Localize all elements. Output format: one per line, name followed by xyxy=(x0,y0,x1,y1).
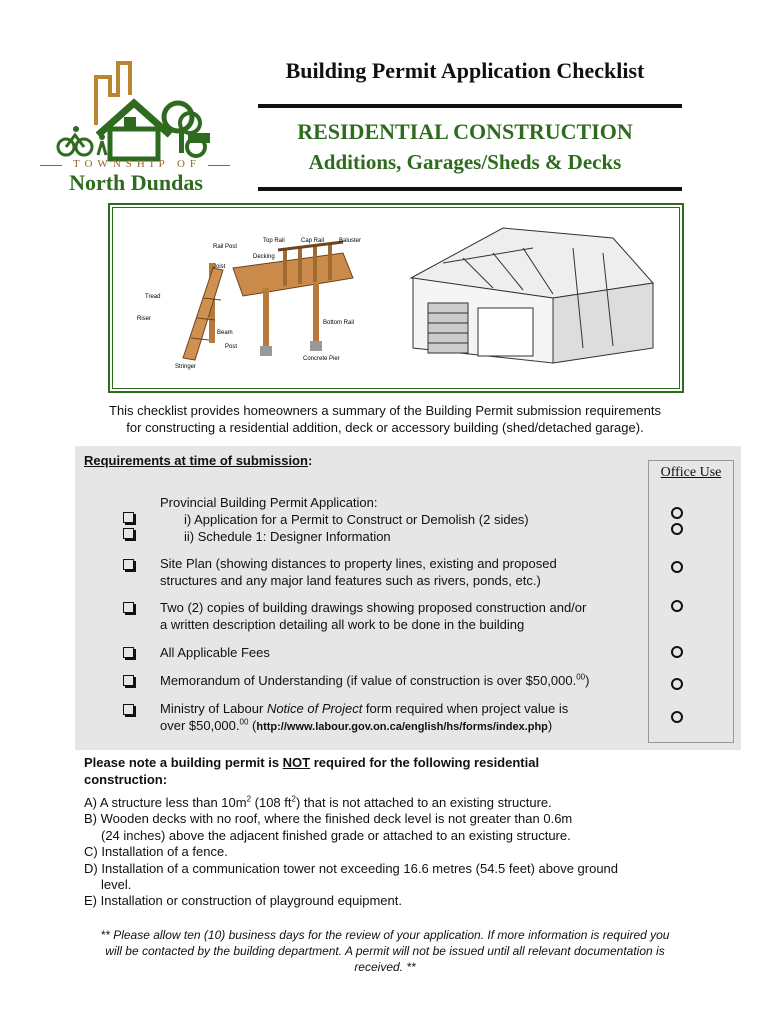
checkbox-app-form[interactable] xyxy=(122,511,136,525)
checkbox-memorandum[interactable] xyxy=(122,674,136,688)
not-required-item-a-sup1: 2 xyxy=(246,794,252,804)
not-required-list xyxy=(84,795,684,910)
checkbox-notice-of-project[interactable] xyxy=(122,703,136,717)
footer-note xyxy=(80,927,690,975)
office-check-app-form[interactable] xyxy=(671,507,683,519)
checkbox-fees[interactable] xyxy=(122,646,136,660)
not-required-item-a-text3: ) that is not attached to an existing structure. xyxy=(295,795,552,810)
label-stringer: Stringer xyxy=(175,364,197,370)
req-item-3-line-2: a written description detailing all work to be done in the building xyxy=(160,617,525,632)
logo-municipality-name: North Dundas xyxy=(69,170,203,195)
not-required-item-b-line-2: (24 inches) above the adjacent finished grade or attached to an existing structure. xyxy=(101,827,571,843)
req-item-1-sub-2: ii) Schedule 1: Designer Information xyxy=(184,529,391,544)
not-required-item-b xyxy=(84,811,684,844)
not-required-item-a-sup2: 2 xyxy=(291,794,296,804)
office-check-site-plan[interactable] xyxy=(671,561,683,573)
not-required-heading-a: Please note a building permit is xyxy=(84,755,283,770)
office-use-label: Office Use xyxy=(660,465,722,480)
label-beam: Beam xyxy=(217,330,233,336)
label-tread: Tread xyxy=(145,294,161,300)
office-check-notice-of-project[interactable] xyxy=(671,711,683,723)
req-item-6-a: Ministry of Labour xyxy=(160,701,267,716)
logo-rule-right xyxy=(208,165,230,166)
not-required-item-a-text2: (108 ft xyxy=(251,795,292,810)
illustration-frame xyxy=(108,203,684,393)
label-joist: Joist xyxy=(213,264,226,270)
req-item-6-c: over $50,000. xyxy=(160,718,240,733)
label-rail-post: Rail Post xyxy=(213,244,238,250)
office-check-drawings[interactable] xyxy=(671,600,683,612)
deck-diagram xyxy=(137,238,361,370)
req-item-6-italic: Notice of Project xyxy=(266,701,363,716)
req-item-5-tail: ) xyxy=(585,673,590,688)
requirements-heading-text: Requirements at time of submission xyxy=(84,453,308,468)
req-item-3-line-1: Two (2) copies of building drawings showing proposed construction and/or xyxy=(160,600,587,615)
req-item-drawings xyxy=(160,599,586,633)
garage-diagram xyxy=(411,228,653,363)
req-item-6-d: ( xyxy=(248,718,257,733)
req-item-5-sup: 00 xyxy=(576,672,586,682)
req-item-2-line-2: structures and any major land features such as rivers, ponds, etc.) xyxy=(160,573,541,588)
office-check-fees[interactable] xyxy=(671,646,683,658)
title-rule-bottom xyxy=(258,187,682,191)
req-item-5-text: Memorandum of Understanding (if value of construction is over $50,000. xyxy=(160,673,577,688)
intro-line-1: This checklist provides homeowners a summary of the Building Permit submission requirements xyxy=(109,403,661,418)
office-check-memorandum[interactable] xyxy=(671,678,683,690)
not-required-item-d-line-2: level. xyxy=(101,877,132,893)
req-item-memorandum xyxy=(160,672,589,689)
not-required-heading-line-2: construction: xyxy=(84,772,168,787)
req-item-4-line-1: All Applicable Fees xyxy=(160,645,270,660)
req-item-6-b: form required when project value is xyxy=(362,701,569,716)
req-item-1-sub-1: i) Application for a Permit to Construct or Demolish (2 sides) xyxy=(184,512,529,527)
req-item-6-e: ) xyxy=(547,718,553,733)
req-item-1-title: Provincial Building Permit Application: xyxy=(160,495,378,510)
label-riser: Riser xyxy=(137,316,152,322)
not-required-item-d-line-1: D) Installation of a communication tower not exceeding 16.6 metres (54.5 feet) above ground xyxy=(84,860,619,876)
intro-text xyxy=(60,402,710,436)
checkbox-drawings[interactable] xyxy=(122,601,136,615)
checkbox-schedule-1[interactable] xyxy=(122,527,136,541)
req-item-2-line-1: Site Plan (showing distances to property lines, existing and proposed xyxy=(160,556,557,571)
req-item-notice-of-project xyxy=(160,700,568,736)
req-item-6-sup: 00 xyxy=(239,717,249,727)
label-top-rail: Top Rail xyxy=(263,238,285,244)
not-required-item-d xyxy=(84,861,684,894)
label-decking: Decking xyxy=(253,254,275,260)
not-required-item-e: E) Installation or construction of playground equipment. xyxy=(84,893,402,909)
checkbox-site-plan[interactable] xyxy=(122,558,136,572)
footer-line-3: received. ** xyxy=(354,960,416,974)
deck-and-garage-illustration xyxy=(113,208,681,390)
subtitle-types: Additions, Garages/Sheds & Decks xyxy=(308,150,622,174)
label-cap-rail: Cap Rail xyxy=(301,238,325,244)
label-bottom-rail: Bottom Rail xyxy=(323,320,355,326)
footer-line-2: will be contacted by the building department. A permit will not be issued until all relevant documentation is xyxy=(105,944,665,958)
req-item-provincial-application xyxy=(160,494,529,545)
requirements-heading xyxy=(84,453,312,468)
subtitle-residential: RESIDENTIAL CONSTRUCTION xyxy=(297,119,633,144)
req-item-site-plan xyxy=(160,555,557,589)
labour-forms-link[interactable]: http://www.labour.gov.on.ca/english/hs/forms/index.php xyxy=(256,721,548,733)
title-rule-top xyxy=(258,104,682,108)
requirements-heading-colon: : xyxy=(307,453,313,468)
intro-line-2: for constructing a residential addition, deck or accessory building (shed/detached garage). xyxy=(126,420,644,435)
not-required-item-a xyxy=(84,795,684,811)
not-required-item-b-line-1: B) Wooden decks with no roof, where the finished deck level is not greater than 0.6m xyxy=(84,811,573,827)
label-concrete-pier: Concrete Pier xyxy=(303,356,340,362)
not-required-heading-b: required for the following residential xyxy=(310,755,540,770)
req-item-fees xyxy=(160,644,270,661)
not-required-item-c: C) Installation of a fence. xyxy=(84,844,228,860)
not-required-heading xyxy=(84,754,644,788)
page-title: Building Permit Application Checklist xyxy=(285,58,645,83)
logo-township-of: TOWNSHIP OF xyxy=(72,158,202,170)
not-required-heading-not: NOT xyxy=(282,755,311,770)
footer-line-1: ** Please allow ten (10) business days for the review of your application. If more information is required you xyxy=(100,928,670,942)
label-post: Post xyxy=(225,344,238,350)
not-required-item-a-text: A) A structure less than 10m xyxy=(84,795,247,810)
office-check-schedule-1[interactable] xyxy=(671,523,683,535)
office-use-box xyxy=(648,460,734,743)
label-baluster: Baluster xyxy=(339,238,362,244)
